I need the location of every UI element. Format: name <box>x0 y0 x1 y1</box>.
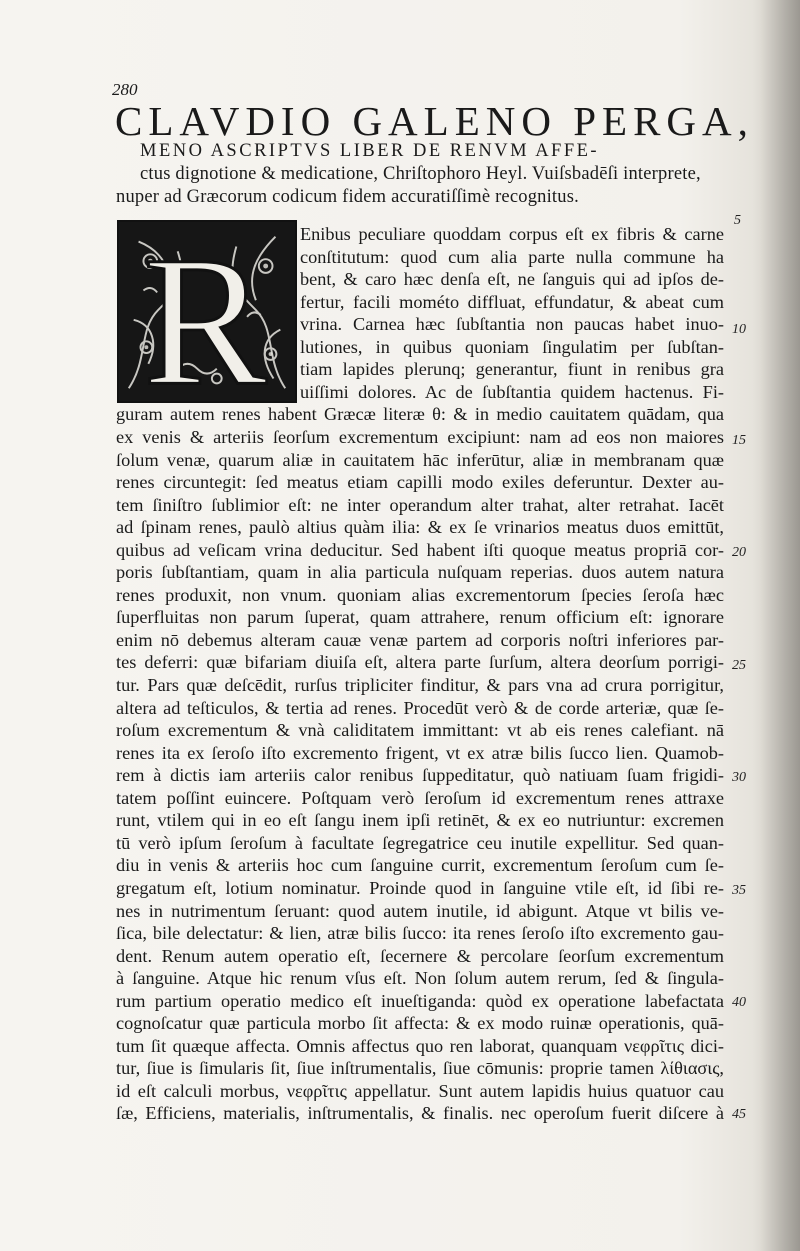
text-line: renes ita ex ſeroſo iſto excremento frigent, vt ex atræ bilis ſucco lien. Quamob- <box>116 742 724 763</box>
page-number: 280 <box>112 80 138 99</box>
page-title: CLAVDIO GALENO PERGA, <box>115 98 754 144</box>
margin-line-number: 5 <box>734 213 741 228</box>
text-line: tem ſiniſtro ſublimior eſt: ne inter operandum alter trahat, alter retrahat. Iacēt <box>116 494 724 515</box>
subtitle-line: nuper ad Græcorum codicum fidem accuratiſſimè recognitus. <box>116 187 579 207</box>
text-line: ſica, bile delectatur: & lien, atræ bilis ſucco: ita renes ſeroſo iſto excremento gau- <box>116 923 724 944</box>
text-line: tes deferri: quæ bifariam diuiſa eſt, altera parte ſurſum, altera deorſum porrigi- <box>116 652 724 673</box>
dropcap-letter: R <box>143 222 267 401</box>
text-line: nes in nutrimentum ſeruant: quod autem inutile, id abigunt. Atque vt bilis ve- <box>116 900 724 921</box>
margin-line-number: 45 <box>732 1107 746 1122</box>
margin-line-number: 30 <box>732 770 746 785</box>
text-line: diu in venis & arteriis hoc cum ſanguine currit, excrementum ſeroſum cum ſe- <box>116 855 724 876</box>
margin-line-number: 25 <box>732 658 746 673</box>
text-line: lutiones, in quibus quoniam ſingulatim per ſubſtan- <box>300 336 724 357</box>
margin-line-number: 10 <box>732 322 746 337</box>
text-line: ſuperfluitas non parum ſuperat, quam attrahere, renum officium eſt: ignorare <box>116 607 724 628</box>
margin-line-number: 20 <box>732 545 746 560</box>
text-line: id eſt calculi morbus, νεφρῖτις appellatur. Sunt autem lapidis huius quatuor cau <box>116 1080 724 1101</box>
subtitle-line: ctus dignotione & medicatione, Chriſtophoro Heyl. Vuiſsbadēſi interprete, <box>140 164 701 184</box>
text-line: tum ſit quæque affecta. Omnis affectus quo ren laborat, quanquam νεφρῖτις dici- <box>116 1035 724 1056</box>
text-line: enim nō debemus alteram cauæ venæ partem ad corporis noſtri inferiores par- <box>116 629 724 650</box>
margin-line-number: 15 <box>732 433 746 448</box>
text-line: dent. Renum autem operatio eſt, ſecernere & percolare ſeorſum excrementum <box>116 945 724 966</box>
text-line: ex venis & arteriis ſeorſum excrementum excipiunt: nam ad eos non maiores <box>116 426 724 447</box>
text-line: altera ad teſticulos, & tertia ad renes. Procedūt verò & de corde arteriæ, quæ ſe- <box>116 697 724 718</box>
text-line: Enibus peculiare quoddam corpus eſt ex fibris & carne <box>300 224 724 244</box>
decorative-initial-r <box>117 220 297 403</box>
text-line: renes produxit, non vnum. quoniam alias excrementorum ſpecies ſeroſa hæc <box>116 584 724 605</box>
text-line: runt, vtilem qui in eo eſt ſangu inem ipſi retinēt, & ex eo nutriuntur: excremen <box>116 810 724 831</box>
text-line: conſtitutum: quod cum alia parte nulla commune ha <box>300 246 724 267</box>
text-line: renes circuntegit: ſed meatus etiam capilli modo exiles deferuntur. Dexter au- <box>116 472 724 493</box>
text-line: roſum excrementum & vnà caliditatem immittant: vt ab eis renes calefiant. nā <box>116 720 724 741</box>
floral-ornament-icon <box>119 222 295 401</box>
subtitle-line: MENO ASCRIPTVS LIBER DE RENVM AFFE- <box>140 141 600 161</box>
text-line: tur, ſiue is ſimularis ſit, ſiue inſtrumentalis, ſiue cōmunis: proprie tamen λίθιασις, <box>116 1058 724 1079</box>
text-line: bent, & caro hæc denſa eſt, ne ſanguis qui ad ipſos de- <box>300 269 724 290</box>
subtitle <box>116 140 760 209</box>
spine-shadow <box>760 0 800 1251</box>
text-line: guram autem renes habent Græcæ literæ θ: & in medio cauitatem quādam, qua <box>116 404 724 425</box>
text-line: tiam lapides plerunq; generantur, fiunt in renibus gra <box>300 359 724 380</box>
text-line: cognoſcatur quæ particula morbo ſit affecta: & ex modo ruinæ operationis, quā- <box>116 1013 724 1034</box>
text-line: à ſanguine. Atque hic renum vſus eſt. Non ſolum autem rerum, ſed & ſingula- <box>116 968 724 989</box>
text-line: ſolum venæ, quarum aliæ in cauitatem hāc inferūtur, aliæ in membranam quæ <box>116 449 724 470</box>
text-line: poris ſubſtantiam, quam in alia particula nuſquam reperias. duos autem natura <box>116 562 724 583</box>
text-line: quibus ad veſicam vrina deducitur. Sed habent iſti quoque meatus propriā cor- <box>116 539 724 560</box>
text-line: ad ſpinam renes, paulò altius quàm ilia: & ex ſe vrinarios meatus duos emittūt, <box>116 517 724 538</box>
text-line: rum partium operatio medico eſt inueſtiganda: quòd ex operatione labefactata <box>116 990 724 1011</box>
text-line: vrina. Carnea hæc ſubſtantia non paucas habet inuo- <box>300 314 724 335</box>
text-line: tur. Pars quæ deſcēdit, rurſus tripliciter finditur, & pars vna ad crura porrigitur, <box>116 675 724 695</box>
text-line: fertur, facili mométo diffluat, effundatur, & abeat cum <box>300 291 724 312</box>
margin-line-number: 40 <box>732 995 746 1010</box>
text-line: uiſſimi dolores. Ac de ſubſtantia quidem hactenus. Fi- <box>300 381 724 402</box>
text-line: rem à dictis iam arteriis calor renibus ſuppeditatur, quò natiuam ſuam frigidi- <box>116 765 724 786</box>
text-line: ſæ, Efficiens, materialis, inſtrumentalis, & finalis. nec operoſum fuerit diſcere à <box>116 1103 724 1124</box>
text-line: gregatum eſt, lotium nominatur. Proinde quod in ſanguine vtile eſt, id ſibi re- <box>116 877 724 898</box>
text-line: tatem poſſint euincere. Poſtquam verò ſeroſum id excrementum renes attraxe <box>116 787 724 808</box>
text-line: tū verò ipſum ſeroſum à facultate ſegregatrice ceu inutile expellitur. Sed quan- <box>116 832 724 853</box>
margin-line-number: 35 <box>732 883 746 898</box>
